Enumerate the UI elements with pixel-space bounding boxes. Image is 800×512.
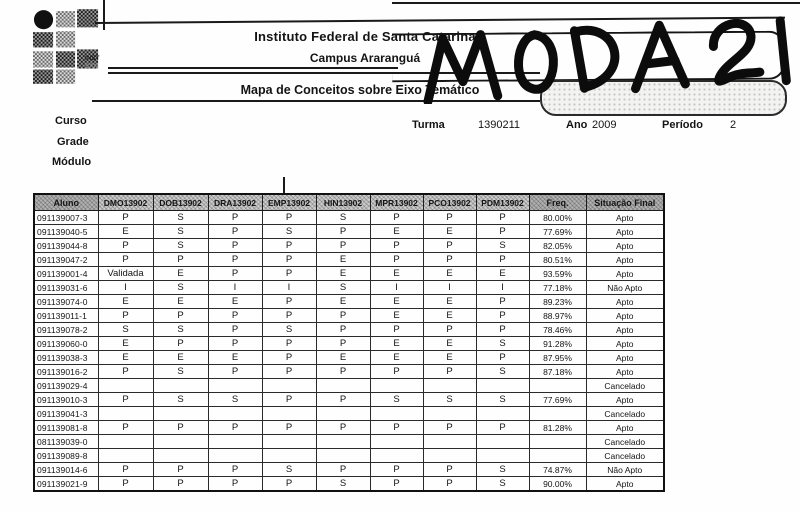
- grade-cell: I: [476, 281, 529, 295]
- situacao-cell: Apto: [586, 323, 664, 337]
- curso-label: Curso: [55, 115, 87, 127]
- student-id-cell: 091139021-9: [34, 477, 98, 492]
- grade-cell: P: [153, 253, 208, 267]
- grade-cell: [153, 407, 208, 421]
- grade-cell: P: [370, 323, 423, 337]
- student-id-cell: 091139011-1: [34, 309, 98, 323]
- report-title: Mapa de Conceitos sobre Eixo Temático: [240, 83, 480, 97]
- grade-cell: [316, 379, 370, 393]
- grade-cell: S: [316, 211, 370, 225]
- situacao-cell: Apto: [586, 295, 664, 309]
- grade-cell: E: [423, 225, 476, 239]
- freq-cell: [529, 435, 586, 449]
- table-row: [34, 365, 664, 379]
- grade-cell: [98, 379, 153, 393]
- grade-cell: E: [153, 351, 208, 365]
- logo-caption-line1: INST: [85, 56, 100, 62]
- grade-cell: E: [476, 267, 529, 281]
- student-id-cell: 091139078-2: [34, 323, 98, 337]
- grade-cell: E: [316, 295, 370, 309]
- grade-cell: P: [262, 253, 316, 267]
- student-id-cell: 091139041-3: [34, 407, 98, 421]
- grade-cell: [153, 379, 208, 393]
- grade-cell: P: [262, 393, 316, 407]
- grade-cell: P: [316, 463, 370, 477]
- student-id-cell: 091139014-6: [34, 463, 98, 477]
- grade-cell: P: [423, 463, 476, 477]
- scan-line-top-right: [392, 2, 800, 4]
- grade-cell: P: [370, 421, 423, 435]
- column-header: DMO13902: [98, 194, 153, 211]
- campus-name: Campus Araranguá: [309, 51, 421, 65]
- grade-cell: P: [208, 267, 262, 281]
- grade-cell: P: [316, 225, 370, 239]
- grade-cell: [370, 379, 423, 393]
- grade-cell: P: [316, 309, 370, 323]
- student-id-cell: 091139074-0: [34, 295, 98, 309]
- grade-cell: P: [98, 393, 153, 407]
- grade-cell: P: [262, 337, 316, 351]
- grade-cell: E: [316, 267, 370, 281]
- situacao-cell: Cancelado: [586, 407, 664, 421]
- grade-cell: E: [153, 267, 208, 281]
- grade-cell: [476, 407, 529, 421]
- grade-cell: E: [370, 337, 423, 351]
- grade-cell: E: [208, 351, 262, 365]
- grade-cell: P: [98, 309, 153, 323]
- table-row: [34, 253, 664, 267]
- grade-cell: S: [153, 323, 208, 337]
- freq-cell: 93.59%: [529, 267, 586, 281]
- situacao-cell: Apto: [586, 253, 664, 267]
- grade-cell: P: [98, 463, 153, 477]
- grade-cell: E: [316, 253, 370, 267]
- institution-logo: [33, 8, 100, 85]
- grade-cell: P: [316, 365, 370, 379]
- grade-cell: S: [476, 393, 529, 407]
- grade-cell: P: [423, 421, 476, 435]
- grade-cell: P: [208, 365, 262, 379]
- grade-cell: P: [262, 477, 316, 492]
- grade-cell: P: [262, 239, 316, 253]
- table-row: [34, 225, 664, 239]
- freq-cell: [529, 449, 586, 463]
- situacao-cell: Apto: [586, 225, 664, 239]
- grade-cell: S: [208, 393, 262, 407]
- situacao-cell: Não Apto: [586, 463, 664, 477]
- grade-cell: [98, 449, 153, 463]
- grade-cell: P: [98, 477, 153, 492]
- grade-cell: P: [262, 351, 316, 365]
- freq-cell: [529, 379, 586, 393]
- grade-cell: P: [316, 323, 370, 337]
- grade-cell: E: [423, 267, 476, 281]
- grade-cell: P: [476, 309, 529, 323]
- grade-cell: P: [316, 239, 370, 253]
- grade-cell: [208, 379, 262, 393]
- situacao-cell: Apto: [586, 309, 664, 323]
- grade-cell: E: [98, 351, 153, 365]
- student-id-cell: 091139060-0: [34, 337, 98, 351]
- grade-cell: S: [98, 323, 153, 337]
- grade-cell: P: [262, 309, 316, 323]
- grade-cell: [370, 435, 423, 449]
- grade-cell: E: [316, 351, 370, 365]
- grade-cell: P: [476, 211, 529, 225]
- student-id-cell: 091139047-2: [34, 253, 98, 267]
- concept-table: [33, 193, 665, 492]
- grade-cell: P: [423, 477, 476, 492]
- grade-cell: P: [316, 337, 370, 351]
- grade-cell: P: [370, 211, 423, 225]
- freq-cell: 77.18%: [529, 281, 586, 295]
- grade-cell: P: [476, 295, 529, 309]
- student-id-cell: 091139089-8: [34, 449, 98, 463]
- modulo-label: Módulo: [52, 156, 92, 168]
- grade-cell: S: [370, 393, 423, 407]
- student-id-cell: 091139038-3: [34, 351, 98, 365]
- grade-cell: [262, 379, 316, 393]
- grade-cell: [208, 435, 262, 449]
- grade-cell: [153, 435, 208, 449]
- situacao-cell: Apto: [586, 393, 664, 407]
- table-header-row: [34, 194, 664, 211]
- grade-cell: P: [262, 267, 316, 281]
- grade-cell: P: [370, 477, 423, 492]
- grade-cell: I: [208, 281, 262, 295]
- table-body: [34, 211, 664, 492]
- situacao-cell: Cancelado: [586, 435, 664, 449]
- column-header: Freq.: [529, 194, 586, 211]
- student-id-cell: 081139039-0: [34, 435, 98, 449]
- grade-cell: S: [476, 463, 529, 477]
- grade-cell: S: [476, 337, 529, 351]
- freq-cell: 80.00%: [529, 211, 586, 225]
- grade-cell: S: [262, 323, 316, 337]
- grade-cell: P: [370, 239, 423, 253]
- grade-cell: S: [153, 239, 208, 253]
- grade-cell: P: [370, 365, 423, 379]
- grade-cell: S: [153, 393, 208, 407]
- grade-cell: S: [153, 365, 208, 379]
- grade-cell: [153, 449, 208, 463]
- grade-cell: P: [98, 211, 153, 225]
- column-header: MPR13902: [370, 194, 423, 211]
- column-header: DRA13902: [208, 194, 262, 211]
- institution-name: Instituto Federal de Santa Catarina: [254, 29, 476, 44]
- grade-cell: P: [153, 421, 208, 435]
- table-row: [34, 281, 664, 295]
- column-header: Situação Final: [586, 194, 664, 211]
- grade-label: Grade: [57, 136, 89, 148]
- grade-cell: P: [208, 421, 262, 435]
- grade-cell: [316, 407, 370, 421]
- situacao-cell: Apto: [586, 211, 664, 225]
- grade-cell: P: [262, 365, 316, 379]
- student-id-cell: 091139029-4: [34, 379, 98, 393]
- scan-line-vertical: [103, 0, 105, 30]
- student-id-cell: 091139001-4: [34, 267, 98, 281]
- table-row: [34, 323, 664, 337]
- student-id-cell: 091139010-3: [34, 393, 98, 407]
- grade-cell: E: [423, 351, 476, 365]
- grade-cell: E: [98, 295, 153, 309]
- grade-cell: [98, 407, 153, 421]
- grade-cell: S: [316, 281, 370, 295]
- freq-cell: 90.00%: [529, 477, 586, 492]
- freq-cell: 77.69%: [529, 393, 586, 407]
- grade-cell: [316, 435, 370, 449]
- grade-cell: [476, 435, 529, 449]
- scan-tick-mark: [283, 177, 285, 193]
- grade-cell: [476, 449, 529, 463]
- table-row: [34, 351, 664, 365]
- grade-cell: P: [476, 225, 529, 239]
- grade-cell: E: [370, 267, 423, 281]
- table-row: [34, 449, 664, 463]
- grade-cell: [476, 379, 529, 393]
- grade-cell: P: [370, 253, 423, 267]
- logo-caption-line2: SAN: [85, 64, 99, 70]
- grade-cell: P: [98, 239, 153, 253]
- grade-cell: E: [370, 225, 423, 239]
- grade-cell: [208, 407, 262, 421]
- table-row: [34, 477, 664, 492]
- grade-cell: P: [208, 337, 262, 351]
- grade-cell: P: [262, 295, 316, 309]
- grade-cell: P: [153, 477, 208, 492]
- grade-cell: P: [316, 421, 370, 435]
- table-row: [34, 337, 664, 351]
- grade-cell: P: [476, 323, 529, 337]
- student-id-cell: 091139031-6: [34, 281, 98, 295]
- column-header: PCO13902: [423, 194, 476, 211]
- freq-cell: 88.97%: [529, 309, 586, 323]
- grade-cell: P: [316, 393, 370, 407]
- column-header: EMP13902: [262, 194, 316, 211]
- table-row: [34, 267, 664, 281]
- situacao-cell: Apto: [586, 351, 664, 365]
- periodo-label: Período: [662, 119, 703, 131]
- grade-cell: Validada: [98, 267, 153, 281]
- turma-value: 1390211: [478, 119, 521, 131]
- freq-cell: 80.51%: [529, 253, 586, 267]
- grade-cell: P: [208, 253, 262, 267]
- student-id-cell: 091139040-5: [34, 225, 98, 239]
- grade-cell: P: [370, 463, 423, 477]
- grade-cell: [262, 407, 316, 421]
- grade-cell: I: [370, 281, 423, 295]
- grade-cell: S: [262, 463, 316, 477]
- column-header: Aluno: [34, 194, 98, 211]
- grade-cell: P: [208, 463, 262, 477]
- table-row: [34, 393, 664, 407]
- grade-cell: S: [316, 477, 370, 492]
- column-header: HIN13902: [316, 194, 370, 211]
- situacao-cell: Não Apto: [586, 281, 664, 295]
- grade-cell: [316, 449, 370, 463]
- grade-cell: E: [423, 337, 476, 351]
- ano-value: 2009: [592, 119, 617, 131]
- grade-cell: E: [370, 309, 423, 323]
- situacao-cell: Apto: [586, 477, 664, 492]
- grade-cell: [423, 379, 476, 393]
- grade-cell: P: [423, 323, 476, 337]
- grade-cell: P: [476, 351, 529, 365]
- grade-cell: P: [423, 253, 476, 267]
- grade-cell: S: [423, 393, 476, 407]
- grade-cell: P: [153, 463, 208, 477]
- table-row: [34, 463, 664, 477]
- freq-cell: 87.95%: [529, 351, 586, 365]
- grade-cell: S: [262, 225, 316, 239]
- table-row: [34, 421, 664, 435]
- grade-cell: E: [208, 295, 262, 309]
- student-id-cell: 091139016-2: [34, 365, 98, 379]
- grade-cell: [423, 449, 476, 463]
- grade-cell: P: [208, 211, 262, 225]
- student-id-cell: 091139007-3: [34, 211, 98, 225]
- grade-cell: [423, 407, 476, 421]
- freq-cell: 78.46%: [529, 323, 586, 337]
- grade-cell: E: [423, 295, 476, 309]
- column-header: PDM13902: [476, 194, 529, 211]
- freq-cell: 87.18%: [529, 365, 586, 379]
- ano-label: Ano: [566, 119, 588, 131]
- grade-cell: P: [208, 477, 262, 492]
- grade-cell: P: [208, 225, 262, 239]
- student-id-cell: 091139044-8: [34, 239, 98, 253]
- header-rule-mid1: [108, 67, 398, 69]
- situacao-cell: Apto: [586, 365, 664, 379]
- grade-cell: S: [153, 281, 208, 295]
- grade-cell: P: [208, 323, 262, 337]
- grade-cell: [370, 449, 423, 463]
- grade-cell: P: [208, 309, 262, 323]
- freq-cell: [529, 407, 586, 421]
- table-row: [34, 379, 664, 393]
- situacao-cell: Cancelado: [586, 449, 664, 463]
- grade-cell: E: [370, 295, 423, 309]
- grade-cell: S: [476, 239, 529, 253]
- grade-cell: E: [370, 351, 423, 365]
- handwritten-annotation: [418, 16, 798, 104]
- situacao-cell: Cancelado: [586, 379, 664, 393]
- periodo-value: 2: [730, 119, 737, 131]
- grade-cell: S: [476, 365, 529, 379]
- grade-cell: S: [476, 477, 529, 492]
- table-row: [34, 239, 664, 253]
- turma-label: Turma: [412, 119, 445, 131]
- freq-cell: 74.87%: [529, 463, 586, 477]
- freq-cell: 89.23%: [529, 295, 586, 309]
- student-id-cell: 091139081-8: [34, 421, 98, 435]
- freq-cell: 77.69%: [529, 225, 586, 239]
- grade-cell: P: [153, 309, 208, 323]
- grade-cell: P: [423, 365, 476, 379]
- grade-cell: [98, 435, 153, 449]
- grade-cell: P: [98, 421, 153, 435]
- situacao-cell: Apto: [586, 421, 664, 435]
- grade-cell: P: [208, 239, 262, 253]
- grade-cell: P: [476, 421, 529, 435]
- column-header: DOB13902: [153, 194, 208, 211]
- grade-cell: I: [262, 281, 316, 295]
- grade-cell: P: [262, 211, 316, 225]
- table-row: [34, 211, 664, 225]
- grade-cell: [423, 435, 476, 449]
- table-row: [34, 295, 664, 309]
- grade-cell: P: [98, 253, 153, 267]
- grade-cell: E: [153, 295, 208, 309]
- grade-cell: E: [98, 337, 153, 351]
- grade-cell: E: [423, 309, 476, 323]
- grade-cell: S: [153, 211, 208, 225]
- situacao-cell: Apto: [586, 267, 664, 281]
- freq-cell: 81.28%: [529, 421, 586, 435]
- table-head: [34, 194, 664, 211]
- table-row: [34, 407, 664, 421]
- grade-cell: [370, 407, 423, 421]
- grade-cell: I: [423, 281, 476, 295]
- situacao-cell: Apto: [586, 239, 664, 253]
- freq-cell: 82.05%: [529, 239, 586, 253]
- grade-cell: P: [423, 211, 476, 225]
- grade-cell: [262, 435, 316, 449]
- grade-cell: S: [153, 225, 208, 239]
- grade-cell: I: [98, 281, 153, 295]
- grade-cell: E: [98, 225, 153, 239]
- situacao-cell: Apto: [586, 337, 664, 351]
- table-row: [34, 435, 664, 449]
- grade-cell: P: [423, 239, 476, 253]
- grade-cell: [262, 449, 316, 463]
- grade-cell: P: [98, 365, 153, 379]
- table-row: [34, 309, 664, 323]
- grade-cell: P: [476, 253, 529, 267]
- freq-cell: 91.28%: [529, 337, 586, 351]
- grade-cell: P: [262, 421, 316, 435]
- grade-cell: [208, 449, 262, 463]
- grade-cell: P: [153, 337, 208, 351]
